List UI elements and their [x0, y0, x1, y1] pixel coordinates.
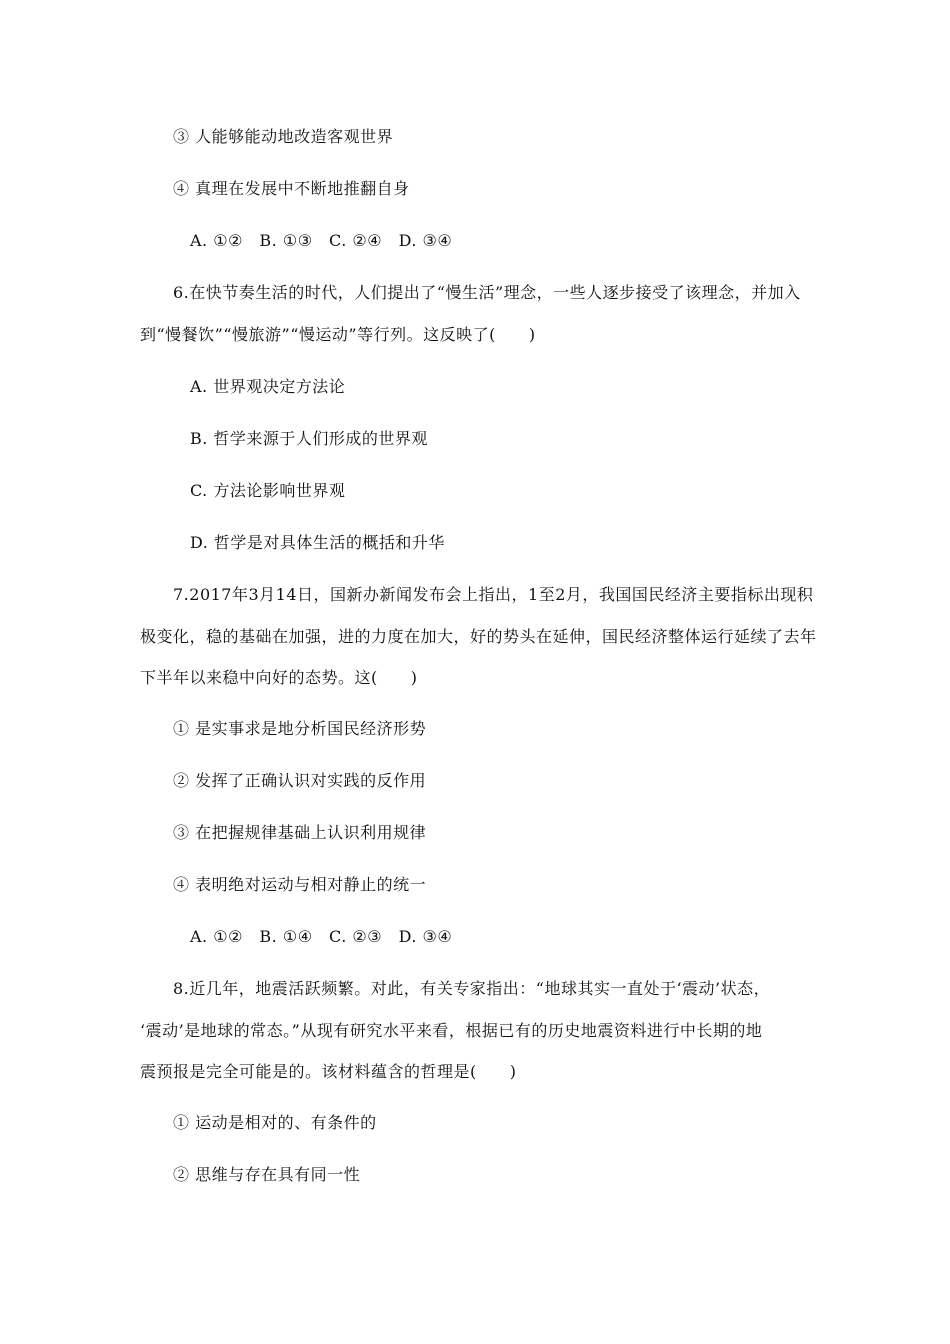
q8-statement-1: ① 运动是相对的、有条件的: [173, 1113, 377, 1132]
q7-statement-3: ③ 在把握规律基础上认识利用规律: [173, 823, 427, 842]
q5-answer-options: A. ①② B. ①③ C. ②④ D. ③④: [190, 231, 453, 250]
q8-statement-2: ② 思维与存在具有同一性: [173, 1165, 361, 1184]
q7-statement-4: ④ 表明绝对运动与相对静止的统一: [173, 875, 427, 894]
q6-option-c: C. 方法论影响世界观: [190, 481, 346, 500]
q8-stem-line-3: 震预报是完全可能是的。该材料蕴含的哲理是( ): [140, 1062, 517, 1081]
q7-statement-2: ② 发挥了正确认识对实践的反作用: [173, 771, 427, 790]
q7-stem-line-1: 7.2017年3月14日，国新办新闻发布会上指出，1至2月，我国国民经济主要指标出现积: [173, 585, 814, 604]
q5-statement-3: ③ 人能够能动地改造客观世界: [173, 127, 394, 146]
q7-answer-options: A. ①② B. ①④ C. ②③ D. ③④: [190, 927, 453, 946]
q6-stem-line-1: 6.在快节奏生活的时代，人们提出了“慢生活”理念，一些人逐步接受了该理念，并加入: [173, 283, 801, 302]
q7-stem-line-2: 极变化，稳的基础在加强，进的力度在加大，好的势头在延伸，国民经济整体运行延续了去年: [140, 627, 817, 646]
q6-option-d: D. 哲学是对具体生活的概括和升华: [190, 533, 445, 552]
q6-stem-line-2: 到“慢餐饮”“慢旅游”“慢运动”等行列。这反映了( ): [140, 325, 536, 344]
q6-option-b: B. 哲学来源于人们形成的世界观: [190, 429, 428, 448]
q5-statement-4: ④ 真理在发展中不断地推翻自身: [173, 179, 410, 198]
q8-stem-line-1: 8.近几年，地震活跃频繁。对此，有关专家指出：“地球其实一直处于‘震动’状态，: [173, 979, 771, 998]
q7-stem-line-3: 下半年以来稳中向好的态势。这( ): [140, 668, 418, 687]
q7-statement-1: ① 是实事求是地分析国民经济形势: [173, 719, 427, 738]
q6-option-a: A. 世界观决定方法论: [190, 377, 346, 396]
q8-stem-line-2: ‘震动’是地球的常态。”从现有研究水平来看，根据已有的历史地震资料进行中长期的地: [140, 1021, 763, 1040]
